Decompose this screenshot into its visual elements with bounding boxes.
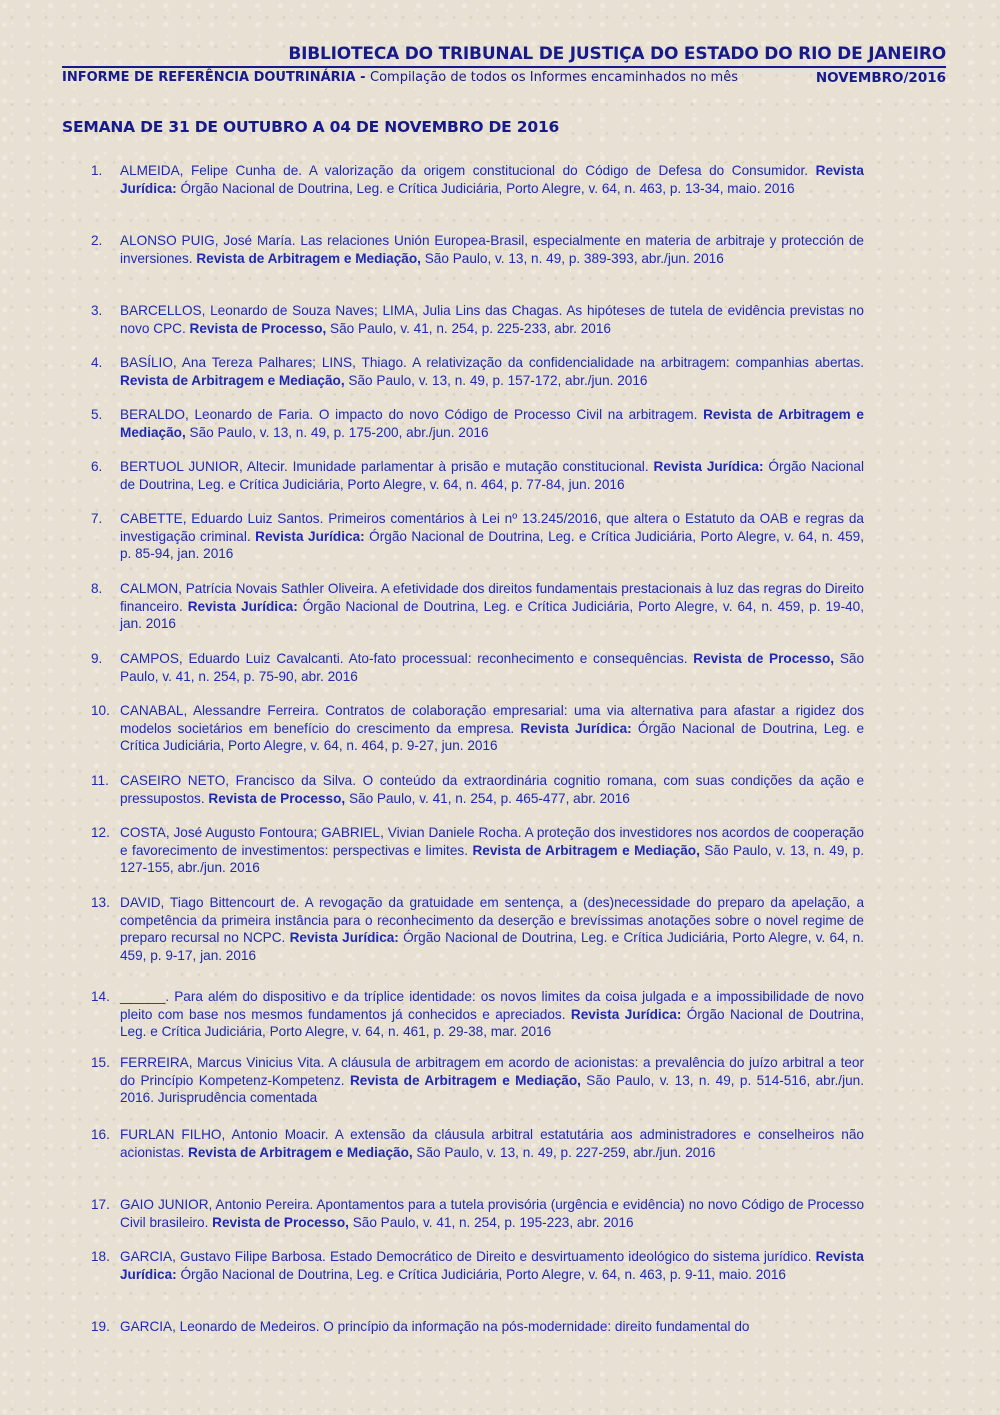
reference-item: 15. FERREIRA, Marcus Vinicius Vita. A cláusula de arbitragem em acordo de acionistas: a prevalência do juízo arbitral a teor do Princípio Kompetenz-Kompetenz. Revista de Arbitragem e Mediação, São Paulo, v. 13, n. 49, p. 514-516, abr./jun. 2016. Jurisprudência comentada: [91, 1055, 864, 1106]
week-heading: SEMANA DE 31 DE OUTUBRO A 04 DE NOVEMBRO DE 2016: [62, 118, 560, 136]
reference-item: 6. BERTUOL JUNIOR, Altecir. Imunidade parlamentar à prisão e mutação constitucional. Revista Jurídica: Órgão Nacional de Doutrina, Leg. e Crítica Judiciária, Porto Alegre, v. 64, n. 464, p. 77-84, jun. 2016: [91, 459, 865, 492]
reference-item: 13. DAVID, Tiago Bittencourt de. A revogação da gratuidade em sentença, a (des)necessidade do preparo da apelação, a competência da primeira instância para o reconhecimento da deserção e brevíssimas anotações sobre o novel regime de preparo recursal no NCPC. Revista Jurídica: Órgão Nacional de Doutrina, Leg. e Crítica Judiciária, Porto Alegre, v. 64, n. 459, p. 9-17, jan. 2016: [91, 895, 865, 963]
report-subtitle: [62, 70, 946, 85]
report-label: INFORME DE REFERÊNCIA DOUTRINÁRIA -: [62, 70, 370, 85]
reference-item: 17. GAIO JUNIOR, Antonio Pereira. Apontamentos para a tutela provisória (urgência e evidência) no novo Código de Processo Civil brasileiro. Revista de Processo, São Paulo, v. 41, n. 254, p. 195-223, abr. 2016: [91, 1197, 864, 1230]
header-divider: [62, 66, 946, 68]
reference-item: 7. CABETTE, Eduardo Luiz Santos. Primeiros comentários à Lei nº 13.245/2016, que altera o Estatuto da OAB e regras da investigação criminal. Revista Jurídica: Órgão Nacional de Doutrina, Leg. e Crítica Judiciária, Porto Alegre, v. 64, n. 459, p. 85-94, jan. 2016: [91, 511, 865, 562]
reference-item: 10. CANABAL, Alessandre Ferreira. Contratos de colaboração empresarial: uma via alternativa para afastar a rigidez dos modelos societários em benefício do crescimento da empresa. Revista Jurídica: Órgão Nacional de Doutrina, Leg. e Crítica Judiciária, Porto Alegre, v. 64, n. 464, p. 9-27, jun. 2016: [91, 703, 865, 754]
report-month: NOVEMBRO/2016: [815, 70, 946, 86]
reference-item: 3. BARCELLOS, Leonardo de Souza Naves; LIMA, Julia Lins das Chagas. As hipóteses de tutela de evidência previstas no novo CPC. Revista de Processo, São Paulo, v. 41, n. 254, p. 225-233, abr. 2016: [91, 303, 864, 336]
reference-item: 16. FURLAN FILHO, Antonio Moacir. A extensão da cláusula arbitral estatutária aos administradores e conselheiros não acionistas. Revista de Arbitragem e Mediação, São Paulo, v. 13, n. 49, p. 227-259, abr./jun. 2016: [91, 1127, 864, 1160]
reference-item: 18. GARCIA, Gustavo Filipe Barbosa. Estado Democrático de Direito e desvirtuamento ideológico do sistema jurídico. Revista Jurídica: Órgão Nacional de Doutrina, Leg. e Crítica Judiciária, Porto Alegre, v. 64, n. 463, p. 9-11, maio. 2016: [91, 1249, 864, 1282]
reference-item: 9. CAMPOS, Eduardo Luiz Cavalcanti. Ato-fato processual: reconhecimento e consequências. Revista de Processo, São Paulo, v. 41, n. 254, p. 75-90, abr. 2016: [91, 651, 865, 684]
reference-item: 5. BERALDO, Leonardo de Faria. O impacto do novo Código de Processo Civil na arbitragem. Revista de Arbitragem e Mediação, São Paulo, v. 13, n. 49, p. 175-200, abr./jun. 2016: [91, 407, 864, 440]
reference-item: 2. ALONSO PUIG, José María. Las relaciones Unión Europea-Brasil, especialmente en materia de arbitraje y protección de inversiones. Revista de Arbitragem e Mediação, São Paulo, v. 13, n. 49, p. 389-393, abr./jun. 2016: [91, 233, 864, 266]
reference-item: 4. BASÍLIO, Ana Tereza Palhares; LINS, Thiago. A relativização da confidencialidade na arbitragem: companhias abertas. Revista de Arbitragem e Mediação, São Paulo, v. 13, n. 49, p. 157-172, abr./jun. 2016: [91, 355, 864, 388]
reference-item: 12. COSTA, José Augusto Fontoura; GABRIEL, Vivian Daniele Rocha. A proteção dos investidores nos acordos de cooperação e favorecimento de investimentos: perspectivas e limites. Revista de Arbitragem e Mediação, São Paulo, v. 13, n. 49, p. 127-155, abr./jun. 2016: [91, 825, 864, 876]
library-title: BIBLIOTECA DO TRIBUNAL DE JUSTIÇA DO ESTADO DO RIO DE JANEIRO: [288, 44, 946, 64]
reference-item: 14. ______. Para além do dispositivo e da tríplice identidade: os novos limites da coisa julgada e a impossibilidade de novo pleito com base nos mesmos fundamentos já conhecidos e apreciados. Revista Jurídica: Órgão Nacional de Doutrina, Leg. e Crítica Judiciária, Porto Alegre, v. 64, n. 461, p. 29-38, mar. 2016: [91, 989, 865, 1040]
reference-item: 19. GARCIA, Leonardo de Medeiros. O princípio da informação na pós-modernidade: direito fundamental do: [91, 1319, 750, 1334]
reference-item: 11. CASEIRO NETO, Francisco da Silva. O conteúdo da extraordinária cognitio romana, com suas condições da ação e pressupostos. Revista de Processo, São Paulo, v. 41, n. 254, p. 465-477, abr. 2016: [91, 773, 864, 806]
reference-item: 8. CALMON, Patrícia Novais Sathler Oliveira. A efetividade dos direitos fundamentais prestacionais à luz das regras do Direito financeiro. Revista Jurídica: Órgão Nacional de Doutrina, Leg. e Crítica Judiciária, Porto Alegre, v. 64, n. 459, p. 19-40, jan. 2016: [91, 581, 865, 632]
report-description: Compilação de todos os Informes encaminhados no mês: [370, 70, 738, 85]
reference-item: 1. ALMEIDA, Felipe Cunha de. A valorização da origem constitucional do Código de Defesa do Consumidor. Revista Jurídica: Órgão Nacional de Doutrina, Leg. e Crítica Judiciária, Porto Alegre, v. 64, n. 463, p. 13-34, maio. 2016: [91, 163, 864, 196]
